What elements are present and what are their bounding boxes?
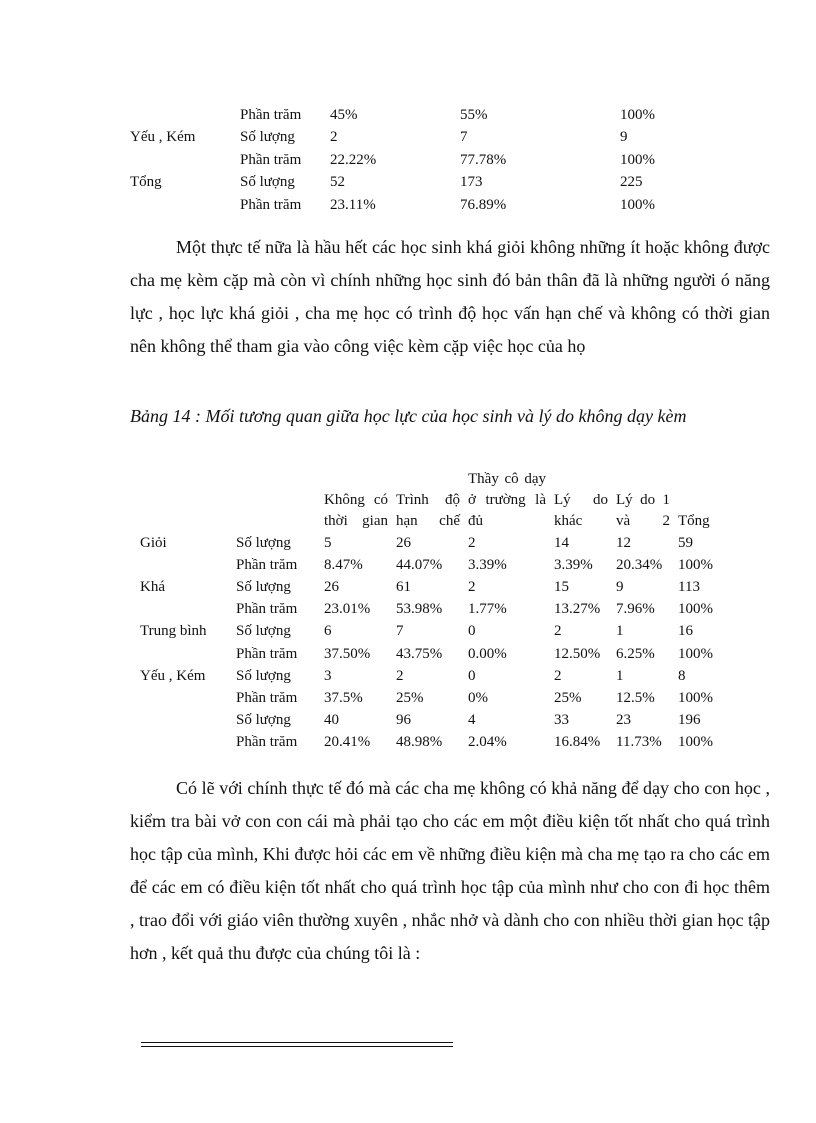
table-header-cell [140, 452, 236, 532]
table-cell: 23.11% [330, 196, 376, 213]
table-cell: 26 [396, 534, 411, 551]
table-cell [130, 104, 240, 127]
table-cell: 2 [396, 667, 404, 684]
table-cell: 20.41% [324, 734, 371, 751]
table-cell: 96 [396, 712, 411, 729]
table-cell: 2 [330, 129, 338, 146]
table-cell: 1 [616, 623, 624, 640]
table-cell: 13.27% [554, 601, 601, 618]
table-cell: 12 [616, 534, 631, 551]
table-cell: 3 [324, 667, 332, 684]
results-table-continued [130, 104, 680, 217]
row-group-label [140, 599, 236, 621]
table-cell: 2.04% [468, 734, 507, 751]
table-cell: 7.96% [616, 601, 655, 618]
table-cell: Số lượng [240, 129, 295, 146]
row-metric-label: Số lượng [236, 712, 291, 729]
table-row [130, 127, 680, 150]
table-row [140, 554, 722, 576]
table-cell: 12.50% [554, 645, 601, 662]
table-cell: 45% [330, 106, 358, 123]
table-header-cell [554, 452, 616, 532]
table-cell: 15 [554, 578, 569, 595]
footnote-rule-second [141, 1046, 453, 1047]
table-header-cell [324, 452, 396, 532]
table-row [140, 599, 722, 621]
table-cell: Phần trăm [240, 151, 302, 168]
table-cell: 2 [554, 623, 562, 640]
table-cell: 0 [468, 623, 476, 640]
row-group-label: Yếu , Kém [140, 667, 206, 684]
table-cell [130, 149, 240, 172]
table-header-text: Lý do khác [554, 492, 608, 529]
table-cell: Yếu , Kém [130, 129, 196, 146]
table-row [130, 194, 680, 217]
table-cell: 48.98% [396, 734, 443, 751]
row-group-label [140, 643, 236, 665]
row-metric-label: Phần trăm [236, 645, 298, 662]
table-cell: Số lượng [240, 174, 295, 191]
table-cell: 14 [554, 534, 569, 551]
table-row [140, 687, 722, 709]
table-cell: 100% [678, 601, 713, 618]
table-cell: 40 [324, 712, 339, 729]
table-cell: 2 [468, 578, 476, 595]
table-cell: 25% [554, 689, 582, 706]
table-header-text: Trình độ hạn chế [396, 492, 460, 529]
table-cell: 0.00% [468, 645, 507, 662]
table-cell: 61 [396, 578, 411, 595]
table-header-text: Lý do 1 và 2 [616, 492, 670, 529]
table-cell: 173 [460, 174, 483, 191]
row-group-label [140, 687, 236, 709]
table-row [140, 532, 722, 554]
table-cell: 100% [620, 106, 655, 123]
row-group-label [140, 710, 236, 732]
table-cell: 7 [460, 129, 468, 146]
table-header-cell [678, 452, 722, 532]
table-cell: 5 [324, 534, 332, 551]
row-group-label: Trung bình [140, 623, 207, 640]
paragraph-2 [130, 772, 770, 970]
table-cell: 33 [554, 712, 569, 729]
row-metric-label: Phần trăm [236, 601, 298, 618]
table-header-text: Thầy cô dạy ở trường là đủ [468, 471, 546, 529]
table-row [140, 643, 722, 665]
table-cell: 55% [460, 106, 488, 123]
table-cell: 8 [678, 667, 686, 684]
table-cell: 0 [468, 667, 476, 684]
table-cell: 16.84% [554, 734, 601, 751]
table-cell: 100% [620, 151, 655, 168]
table-cell: 0% [468, 689, 488, 706]
table-cell: 12.5% [616, 689, 655, 706]
table-cell: 100% [678, 689, 713, 706]
row-metric-label: Số lượng [236, 667, 291, 684]
table-cell: 37.5% [324, 689, 363, 706]
row-group-label: Giỏi [140, 534, 167, 551]
table-row [140, 621, 722, 643]
table-cell: 77.78% [460, 151, 507, 168]
table-cell: 100% [678, 645, 713, 662]
table-cell: 6.25% [616, 645, 655, 662]
row-metric-label: Số lượng [236, 534, 291, 551]
table-cell: 23 [616, 712, 631, 729]
row-metric-label: Số lượng [236, 623, 291, 640]
table-cell: 9 [616, 578, 624, 595]
table-header-cell [236, 452, 324, 532]
table-cell: 8.47% [324, 556, 363, 573]
paragraph-1-text: Một thực tế nữa là hầu hết các học sinh khá giỏi không những ít hoặc không được cha mẹ kèm cặp mà còn vì chính những học sinh đó bản thân đã là những người ó năng lực , học lực khá giỏi , cha mẹ học có trình độ học vấn hạn chế và không có thời gian nên không thể tham gia vào công việc kèm cặp việc học của họ [130, 237, 770, 356]
table-row [140, 710, 722, 732]
table-cell: 2 [468, 534, 476, 551]
row-group-label: Khá [140, 578, 165, 595]
table-cell: 11.73% [616, 734, 662, 751]
table-row [140, 576, 722, 598]
table-cell: 7 [396, 623, 404, 640]
table-row [130, 104, 680, 127]
table-cell: 22.22% [330, 151, 377, 168]
table-cell: 1 [616, 667, 624, 684]
row-group-label [140, 732, 236, 754]
table-cell: 3.39% [554, 556, 593, 573]
table-cell: Phần trăm [240, 106, 302, 123]
table-cell: 100% [678, 734, 713, 751]
table-cell: 3.39% [468, 556, 507, 573]
table-cell: 6 [324, 623, 332, 640]
table-cell: 2 [554, 667, 562, 684]
table-cell: Tổng [130, 174, 162, 191]
table-cell: 23.01% [324, 601, 371, 618]
table-cell: 43.75% [396, 645, 443, 662]
table-cell: 9 [620, 129, 628, 146]
footnote-rule [141, 1042, 453, 1043]
table-cell [130, 194, 240, 217]
table-row [130, 149, 680, 172]
table-cell: 196 [678, 712, 701, 729]
table-cell: 44.07% [396, 556, 443, 573]
table-row [140, 665, 722, 687]
table-row [140, 732, 722, 754]
table-cell: 100% [620, 196, 655, 213]
paragraph-2-text: Có lẽ với chính thực tế đó mà các cha mẹ không có khả năng để dạy cho con học , kiểm tra bài vở con con cái mà phải tạo cho các em một điều kiện tốt nhất cho quá trình học tập của mình, Khi được hỏi các em về những điều kiện mà cha mẹ tạo ra cho các em để các em có điều kiện tốt nhất cho quá trình học tập của mình như cho con đi học thêm , trao đổi với giáo viên thường xuyên , nhắc nhở và dành cho con nhiều thời gian học tập hơn , kết quả thu được của chúng tôi là : [130, 778, 770, 963]
table-cell: 100% [678, 556, 713, 573]
table-cell: 59 [678, 534, 693, 551]
table-header-text: Tổng [678, 513, 710, 529]
table-cell: 37.50% [324, 645, 371, 662]
table-cell: 1.77% [468, 601, 507, 618]
row-metric-label: Phần trăm [236, 556, 298, 573]
table-header-cell [396, 452, 468, 532]
table-cell: 52 [330, 174, 345, 191]
paragraph-1 [130, 231, 770, 363]
table-cell: Phần trăm [240, 196, 302, 213]
row-metric-label: Phần trăm [236, 689, 298, 706]
table-header-cell [616, 452, 678, 532]
table-header-cell [468, 452, 554, 532]
table-row [130, 172, 680, 195]
table-cell: 26 [324, 578, 339, 595]
row-group-label [140, 554, 236, 576]
row-metric-label: Số lượng [236, 578, 291, 595]
table-cell: 16 [678, 623, 693, 640]
row-metric-label: Phần trăm [236, 734, 298, 751]
table-cell: 53.98% [396, 601, 443, 618]
table-cell: 225 [620, 174, 643, 191]
table-cell: 20.34% [616, 556, 663, 573]
table-cell: 4 [468, 712, 476, 729]
table-caption: Bảng 14 : Mối tương quan giữa học lực của học sinh và lý do không dạy kèm [130, 406, 687, 426]
table-header-text: Không có thời gian [324, 492, 388, 529]
table-cell: 113 [678, 578, 700, 595]
table-header-row [140, 452, 722, 532]
reasons-table [140, 452, 722, 754]
table-cell: 76.89% [460, 196, 507, 213]
table-cell: 25% [396, 689, 424, 706]
